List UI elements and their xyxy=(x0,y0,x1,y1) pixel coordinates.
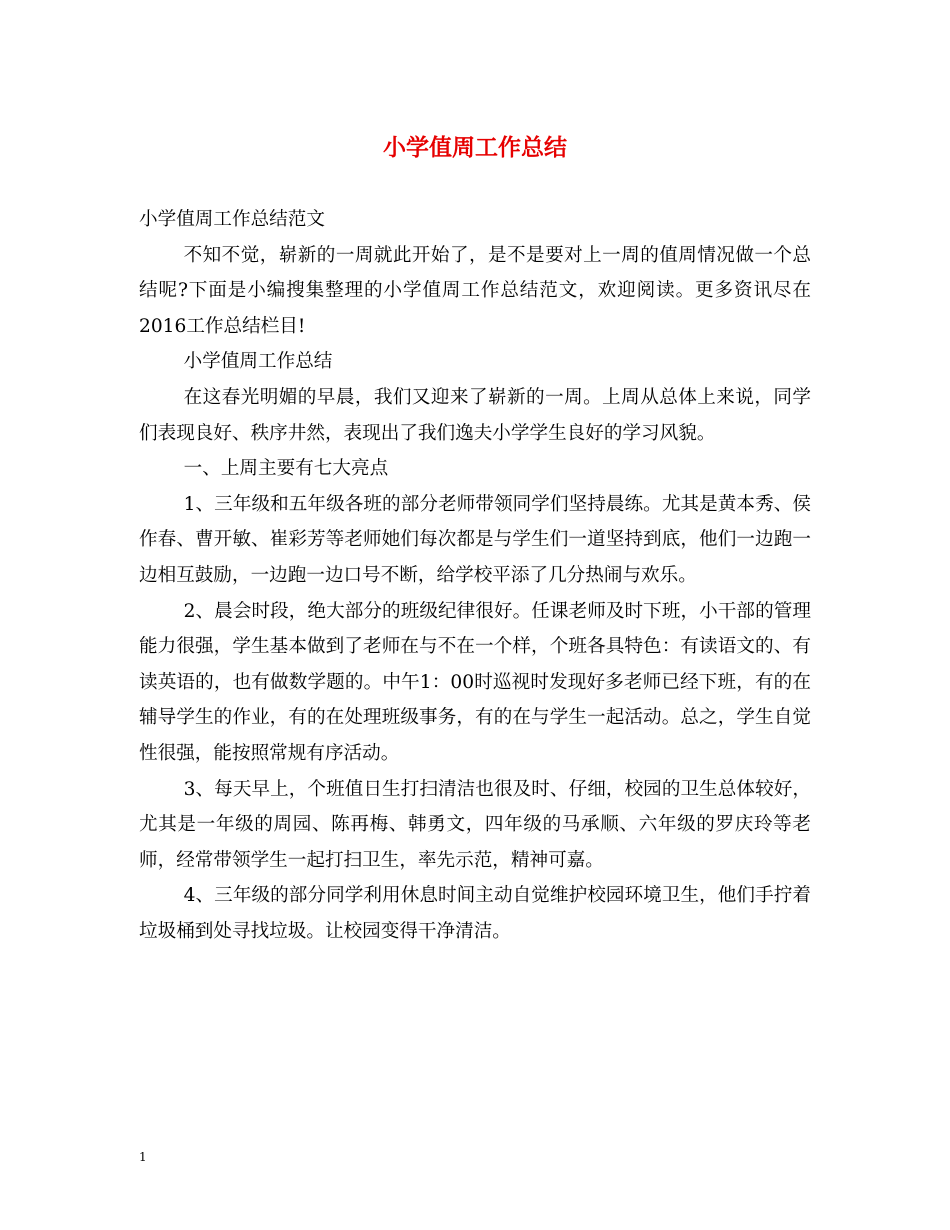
paragraph-opening: 在这春光明媚的早晨，我们又迎来了崭新的一周。上周从总体上来说，同学们表现良好、秩序井然，表现出了我们逸夫小学学生良好的学习风貌。 xyxy=(139,386,811,444)
paragraph-section-heading: 一、上周主要有七大亮点 xyxy=(183,458,389,480)
document-title: 小学值周工作总结 xyxy=(383,134,567,161)
paragraph-intro: 不知不觉，崭新的一周就此开始了，是不是要对上一周的值周情况做一个总结呢?下面是小编搜集整理的小学值周工作总结范文，欢迎阅读。更多资讯尽在2016工作总结栏目! xyxy=(139,244,811,337)
paragraph-heading: 小学值周工作总结 xyxy=(183,351,333,373)
document-body xyxy=(139,202,811,949)
paragraph-item-3: 3、每天早上，个班值日生打扫清洁也很及时、仔细，校园的卫生总体较好，尤其是一年级的周园、陈再梅、韩勇文，四年级的马承顺、六年级的罗庆玲等老师，经常带领学生一起打扫卫生，率先示范，精神可嘉。 xyxy=(139,778,811,871)
page-number: 1 xyxy=(139,1150,147,1164)
paragraph-subtitle: 小学值周工作总结范文 xyxy=(139,209,325,230)
paragraph-item-1: 1、三年级和五年级各班的部分老师带领同学们坚持晨练。尤其是黄本秀、侯作春、曹开敏、崔彩芳等老师她们每次都是与学生们一道坚持到底，他们一边跑一边相互鼓励，一边跑一边口号不断，给学校平添了几分热闹与欢乐。 xyxy=(139,493,811,586)
paragraph-item-4: 4、三年级的部分同学利用休息时间主动自觉维护校园环境卫生，他们手拧着垃圾桶到处寻找垃圾。让校园变得干净清洁。 xyxy=(139,885,811,942)
paragraph-item-2: 2、晨会时段，绝大部分的班级纪律很好。任课老师及时下班，小干部的管理能力很强，学生基本做到了老师在与不在一个样，个班各具特色：有读语文的、有读英语的，也有做数学题的。中午1：00时巡视时发现好多老师已经下班，有的在辅导学生的作业，有的在处理班级事务，有的在与学生一起活动。总之，学生自觉性很强，能按照常规有序活动。 xyxy=(139,600,811,764)
